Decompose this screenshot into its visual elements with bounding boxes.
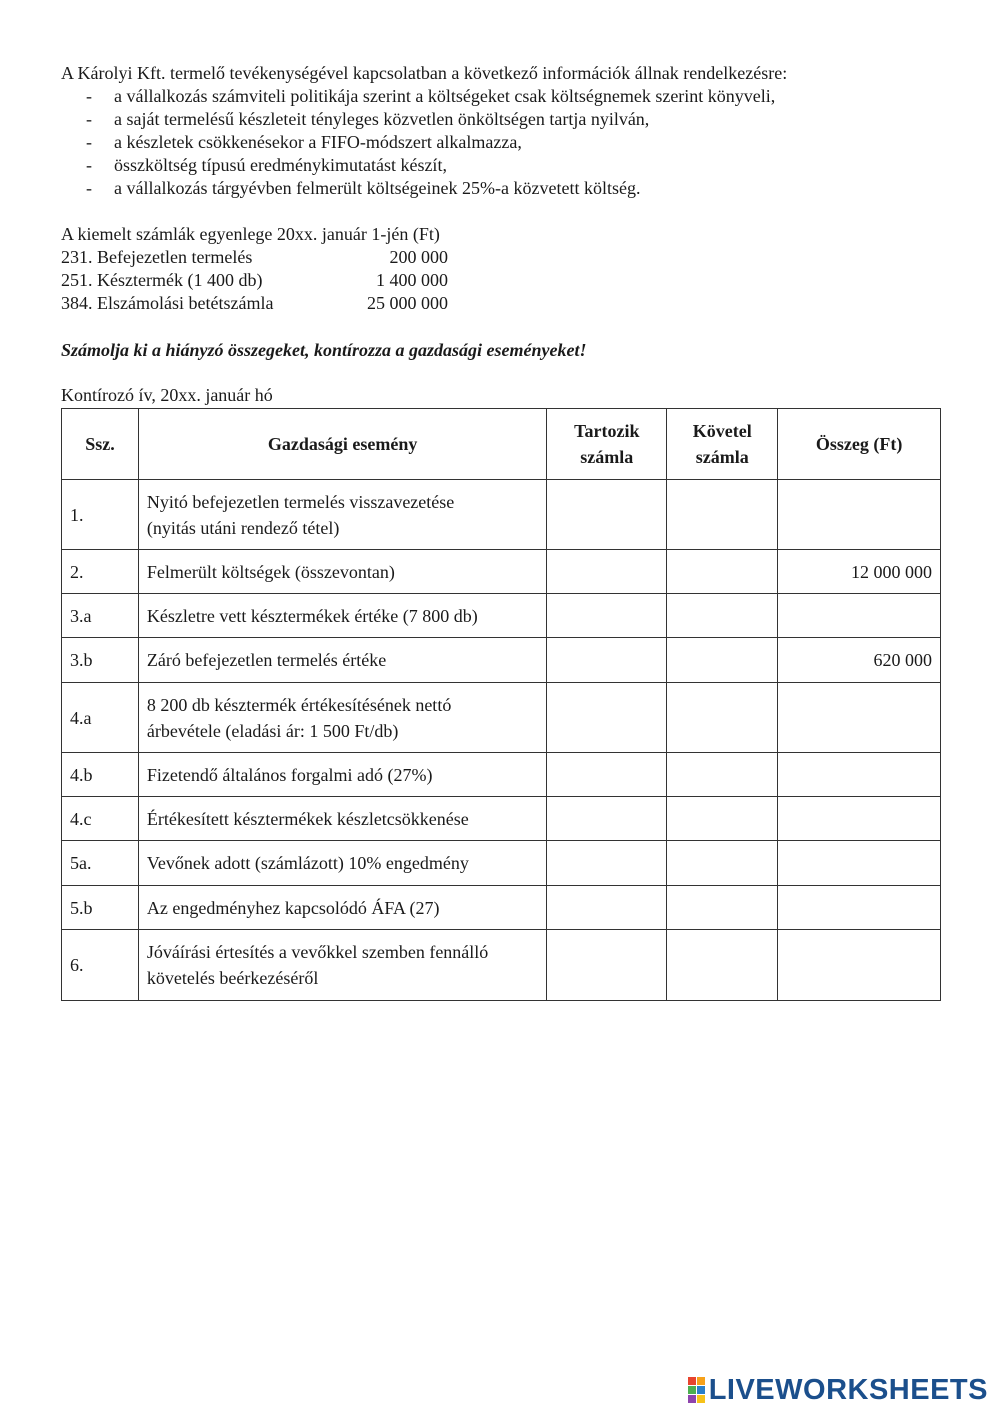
debit-account-cell[interactable] bbox=[547, 886, 667, 930]
balance-amount: 25 000 000 bbox=[367, 293, 448, 313]
credit-account-cell[interactable] bbox=[667, 683, 778, 753]
row-number: 2. bbox=[62, 550, 139, 594]
credit-account-cell[interactable] bbox=[667, 550, 778, 594]
event-description: 8 200 db késztermék értékesítésének nettó árbevétele (eladási ár: 1 500 Ft/db) bbox=[138, 683, 546, 753]
logo-text: LIVEWORKSHEETS bbox=[708, 1373, 988, 1406]
amount-cell[interactable] bbox=[778, 480, 941, 550]
logo-square bbox=[688, 1377, 696, 1385]
bullet-dash: - bbox=[86, 155, 92, 175]
debit-account-cell[interactable] bbox=[547, 753, 667, 797]
table-row bbox=[62, 886, 941, 930]
credit-account-cell[interactable] bbox=[667, 638, 778, 683]
credit-account-cell[interactable] bbox=[667, 594, 778, 638]
list-item: - a saját termelésű készleteit tényleges közvetlen önköltségen tartja nyilván, bbox=[86, 109, 650, 129]
list-item: - a készletek csökkenésekor a FIFO-módszert alkalmazza, bbox=[86, 132, 522, 152]
row-number: 4.a bbox=[62, 683, 139, 753]
event-description: Vevőnek adott (számlázott) 10% engedmény bbox=[138, 841, 546, 886]
header-event: Gazdasági esemény bbox=[138, 409, 546, 480]
posting-sheet-table bbox=[61, 408, 941, 1001]
balance-amount: 200 000 bbox=[389, 247, 448, 267]
balance-row bbox=[61, 269, 941, 292]
table-row bbox=[62, 841, 941, 886]
debit-account-cell[interactable] bbox=[547, 638, 667, 683]
table-row bbox=[62, 638, 941, 683]
row-number: 1. bbox=[62, 480, 139, 550]
logo-mark-icon bbox=[688, 1377, 705, 1403]
table-row bbox=[62, 930, 941, 1001]
list-item: - a vállalkozás tárgyévben felmerült költségeinek 25%-a közvetett költség. bbox=[86, 178, 641, 198]
logo-square bbox=[697, 1395, 705, 1403]
debit-account-cell[interactable] bbox=[547, 550, 667, 594]
amount-cell[interactable] bbox=[778, 930, 941, 1001]
balance-row bbox=[61, 292, 941, 315]
row-number: 5.b bbox=[62, 886, 139, 930]
logo-square bbox=[697, 1377, 705, 1385]
row-number: 6. bbox=[62, 930, 139, 1001]
debit-account-cell[interactable] bbox=[547, 594, 667, 638]
bullet-dash: - bbox=[86, 132, 92, 152]
row-number: 3.b bbox=[62, 638, 139, 683]
balance-label: 231. Befejezetlen termelés bbox=[61, 247, 253, 267]
table-row bbox=[62, 550, 941, 594]
amount-cell[interactable] bbox=[778, 841, 941, 886]
event-description: Fizetendő általános forgalmi adó (27%) bbox=[138, 753, 546, 797]
liveworksheets-logo bbox=[688, 1372, 988, 1408]
credit-account-cell[interactable] bbox=[667, 753, 778, 797]
opening-balances bbox=[61, 223, 941, 315]
bullet-dash: - bbox=[86, 109, 92, 129]
table-row bbox=[62, 594, 941, 638]
event-description: Felmerült költségek (összevontan) bbox=[138, 550, 546, 594]
table-row bbox=[62, 480, 941, 550]
amount-cell[interactable] bbox=[778, 683, 941, 753]
list-item: - a vállalkozás számviteli politikája szerint a költségeket csak költségnemek szerint könyveli, bbox=[86, 86, 776, 106]
intro-text: A Károlyi Kft. termelő tevékenységével kapcsolatban a következő információk állnak rendelkezésre: bbox=[61, 63, 788, 83]
row-number: 5a. bbox=[62, 841, 139, 886]
debit-account-cell[interactable] bbox=[547, 683, 667, 753]
header-amount: Összeg (Ft) bbox=[778, 409, 941, 480]
event-description: Záró befejezetlen termelés értéke bbox=[138, 638, 546, 683]
event-description: Jóváírási értesítés a vevőkkel szemben fennálló követelés beérkezéséről bbox=[138, 930, 546, 1001]
header-ssz: Ssz. bbox=[62, 409, 139, 480]
table-row bbox=[62, 797, 941, 841]
debit-account-cell[interactable] bbox=[547, 480, 667, 550]
debit-account-cell[interactable] bbox=[547, 841, 667, 886]
header-debit: Tartozik számla bbox=[547, 409, 667, 480]
row-number: 4.c bbox=[62, 797, 139, 841]
credit-account-cell[interactable] bbox=[667, 930, 778, 1001]
logo-square bbox=[688, 1395, 696, 1403]
event-description: Készletre vett késztermékek értéke (7 800 db) bbox=[138, 594, 546, 638]
credit-account-cell[interactable] bbox=[667, 797, 778, 841]
bullet-dash: - bbox=[86, 178, 92, 198]
row-number: 4.b bbox=[62, 753, 139, 797]
table-row bbox=[62, 753, 941, 797]
table-row bbox=[62, 683, 941, 753]
balance-amount: 1 400 000 bbox=[376, 270, 448, 290]
header-credit: Követel számla bbox=[667, 409, 778, 480]
event-description: Az engedményhez kapcsolódó ÁFA (27) bbox=[138, 886, 546, 930]
credit-account-cell[interactable] bbox=[667, 480, 778, 550]
event-description: Értékesített késztermékek készletcsökkenése bbox=[138, 797, 546, 841]
list-item: - összköltség típusú eredménykimutatást készít, bbox=[86, 155, 447, 175]
logo-square bbox=[688, 1386, 696, 1394]
event-description: Nyitó befejezetlen termelés visszavezetése (nyitás utáni rendező tétel) bbox=[138, 480, 546, 550]
amount-cell[interactable] bbox=[778, 594, 941, 638]
credit-account-cell[interactable] bbox=[667, 886, 778, 930]
balance-label: 384. Elszámolási betétszámla bbox=[61, 293, 274, 313]
balance-row bbox=[61, 246, 941, 269]
amount-cell[interactable] bbox=[778, 886, 941, 930]
debit-account-cell[interactable] bbox=[547, 930, 667, 1001]
task-instruction: Számolja ki a hiányzó összegeket, kontírozza a gazdasági eseményeket! bbox=[61, 340, 587, 360]
sheet-title: Kontírozó ív, 20xx. január hó bbox=[61, 385, 273, 405]
policy-list bbox=[61, 85, 941, 200]
bullet-dash: - bbox=[86, 86, 92, 106]
amount-cell[interactable] bbox=[778, 797, 941, 841]
worksheet-body bbox=[61, 62, 941, 407]
amount-cell: 12 000 000 bbox=[778, 550, 941, 594]
credit-account-cell[interactable] bbox=[667, 841, 778, 886]
row-number: 3.a bbox=[62, 594, 139, 638]
amount-cell: 620 000 bbox=[778, 638, 941, 683]
logo-square bbox=[697, 1386, 705, 1394]
debit-account-cell[interactable] bbox=[547, 797, 667, 841]
balance-label: 251. Késztermék (1 400 db) bbox=[61, 270, 263, 290]
amount-cell[interactable] bbox=[778, 753, 941, 797]
table-header-row bbox=[62, 409, 941, 480]
balances-title: A kiemelt számlák egyenlege 20xx. január 1-jén (Ft) bbox=[61, 224, 440, 244]
